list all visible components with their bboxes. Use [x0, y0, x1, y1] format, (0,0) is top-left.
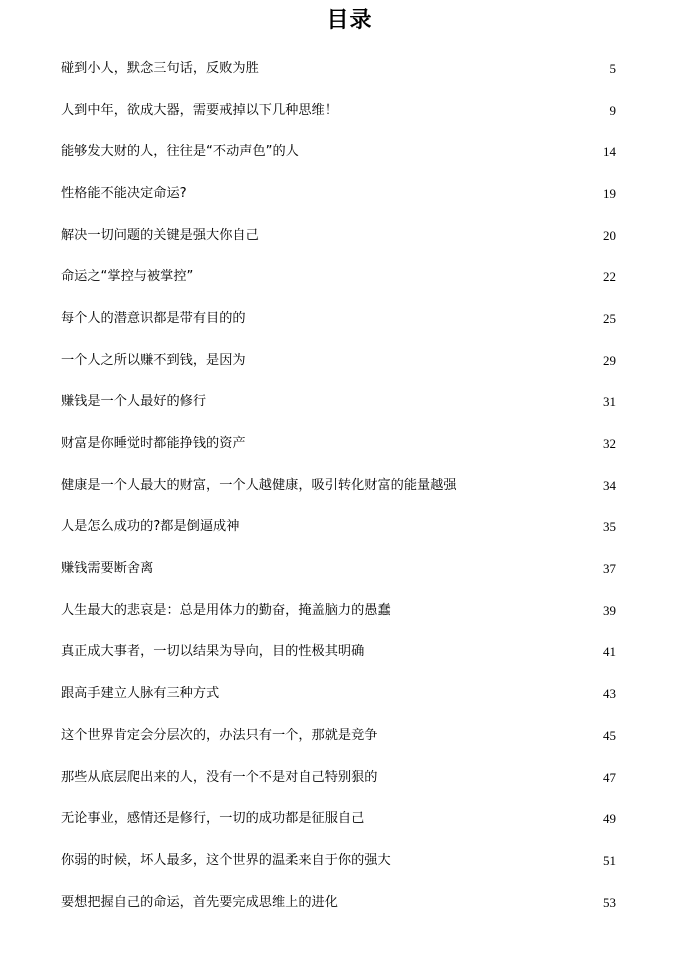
dot-leader: [344, 893, 593, 913]
toc-entry[interactable]: [61, 757, 616, 799]
toc-entry[interactable]: [61, 382, 616, 424]
toc-page-number: 34: [603, 477, 616, 493]
toc-page-number: 49: [603, 811, 616, 827]
toc-entry[interactable]: [61, 798, 616, 840]
toc-entry-title: 财富是你睡觉时都能挣钱的资产: [61, 436, 246, 452]
toc-entry[interactable]: [61, 882, 616, 924]
toc-page-number: 45: [603, 727, 616, 743]
dot-leader: [252, 351, 593, 371]
dot-leader: [384, 726, 594, 746]
dot-leader: [344, 101, 593, 121]
toc-page-number: 9: [609, 102, 616, 118]
toc-page-number: 35: [603, 519, 616, 535]
toc-entry[interactable]: [61, 340, 616, 382]
toc-page-number: 20: [603, 227, 616, 243]
dot-leader: [245, 517, 593, 537]
toc-page-number: 32: [603, 436, 616, 452]
toc-entry-title: 跟高手建立人脉有三种方式: [61, 686, 220, 702]
toc-page-number: 43: [603, 686, 616, 702]
toc-page-number: 29: [603, 352, 616, 368]
toc-entry[interactable]: [61, 507, 616, 549]
toc-page-number: 25: [603, 310, 616, 326]
toc-entry[interactable]: [61, 423, 616, 465]
toc-entry-title: 健康是一个人最大的财富，一个人越健康，吸引转化财富的能量越强: [61, 477, 457, 493]
toc-entry-title: 性格能不能决定命运?: [61, 185, 187, 201]
toc-entry-title: 能够发大财的人，往往是“不动声色”的人: [61, 144, 299, 160]
toc-entry-title: 你弱的时候，坏人最多，这个世界的温柔来自于你的强大: [61, 852, 391, 868]
dot-leader: [305, 142, 593, 162]
toc-entry[interactable]: [61, 48, 616, 90]
toc-entry-title: 碰到小人，默念三句话，反败为胜: [61, 60, 259, 76]
toc-title: 目录: [326, 8, 373, 33]
toc-entry[interactable]: [61, 590, 616, 632]
toc-entry[interactable]: [61, 465, 616, 507]
dot-leader: [265, 226, 593, 246]
dot-leader: [225, 684, 593, 704]
toc-entry[interactable]: [61, 673, 616, 715]
dot-leader: [193, 184, 593, 204]
toc-page-number: 31: [603, 394, 616, 410]
toc-page-number: 47: [603, 769, 616, 785]
toc-entry[interactable]: [61, 548, 616, 590]
toc-entry-title: 解决一切问题的关键是强大你自己: [61, 227, 259, 243]
toc-page-number: 51: [603, 852, 616, 868]
toc-page-number: 22: [603, 269, 616, 285]
dot-leader: [463, 476, 593, 496]
toc-entry-title: 赚钱是一个人最好的修行: [61, 394, 207, 410]
toc-page-number: 39: [603, 602, 616, 618]
dot-leader: [159, 559, 593, 579]
dot-leader: [252, 309, 593, 329]
toc-entry-title: 无论事业，感情还是修行，一切的成功都是征服自己: [61, 811, 365, 827]
dot-leader: [199, 267, 593, 287]
toc-entry[interactable]: [61, 632, 616, 674]
toc-entry-title: 人到中年，欲成大器，需要戒掉以下几种思维！: [61, 102, 338, 118]
toc-entry-title: 人是怎么成功的?都是倒逼成神: [61, 519, 240, 535]
toc-page-number: 14: [603, 144, 616, 160]
toc-entry-title: 一个人之所以赚不到钱，是因为: [61, 352, 246, 368]
toc-entry-title: 每个人的潜意识都是带有目的的: [61, 310, 246, 326]
toc-entry-title: 赚钱需要断舍离: [61, 561, 154, 577]
dot-leader: [265, 59, 593, 79]
toc-entry[interactable]: [61, 256, 616, 298]
dot-leader: [384, 768, 594, 788]
toc-entry[interactable]: [61, 840, 616, 882]
toc-page-number: 5: [609, 60, 616, 76]
dot-leader: [212, 392, 593, 412]
toc-entry-title: 真正成大事者，一切以结果为导向，目的性极其明确: [61, 644, 365, 660]
toc-page-number: 53: [603, 894, 616, 910]
toc-entry[interactable]: [61, 131, 616, 173]
toc-entry[interactable]: [61, 90, 616, 132]
toc-entry-title: 这个世界肯定会分层次的，办法只有一个，那就是竞争: [61, 727, 378, 743]
toc-entry-title: 那些从底层爬出来的人，没有一个不是对自己特别狠的: [61, 769, 378, 785]
toc-entry[interactable]: [61, 215, 616, 257]
toc-page-number: 41: [603, 644, 616, 660]
dot-leader: [397, 851, 593, 871]
dot-leader: [370, 642, 593, 662]
toc-entry[interactable]: [61, 298, 616, 340]
toc-entry-title: 人生最大的悲哀是：总是用体力的勤奋，掩盖脑力的愚蠢: [61, 602, 391, 618]
toc-entry-title: 要想把握自己的命运，首先要完成思维上的进化: [61, 894, 338, 910]
toc-page-number: 19: [603, 185, 616, 201]
dot-leader: [370, 809, 593, 829]
toc-entry-title: 命运之“掌控与被掌控”: [61, 269, 194, 285]
toc-page-number: 37: [603, 561, 616, 577]
dot-leader: [252, 434, 593, 454]
toc-list: [61, 48, 616, 923]
dot-leader: [397, 601, 593, 621]
toc-entry[interactable]: [61, 173, 616, 215]
toc-entry[interactable]: [61, 715, 616, 757]
